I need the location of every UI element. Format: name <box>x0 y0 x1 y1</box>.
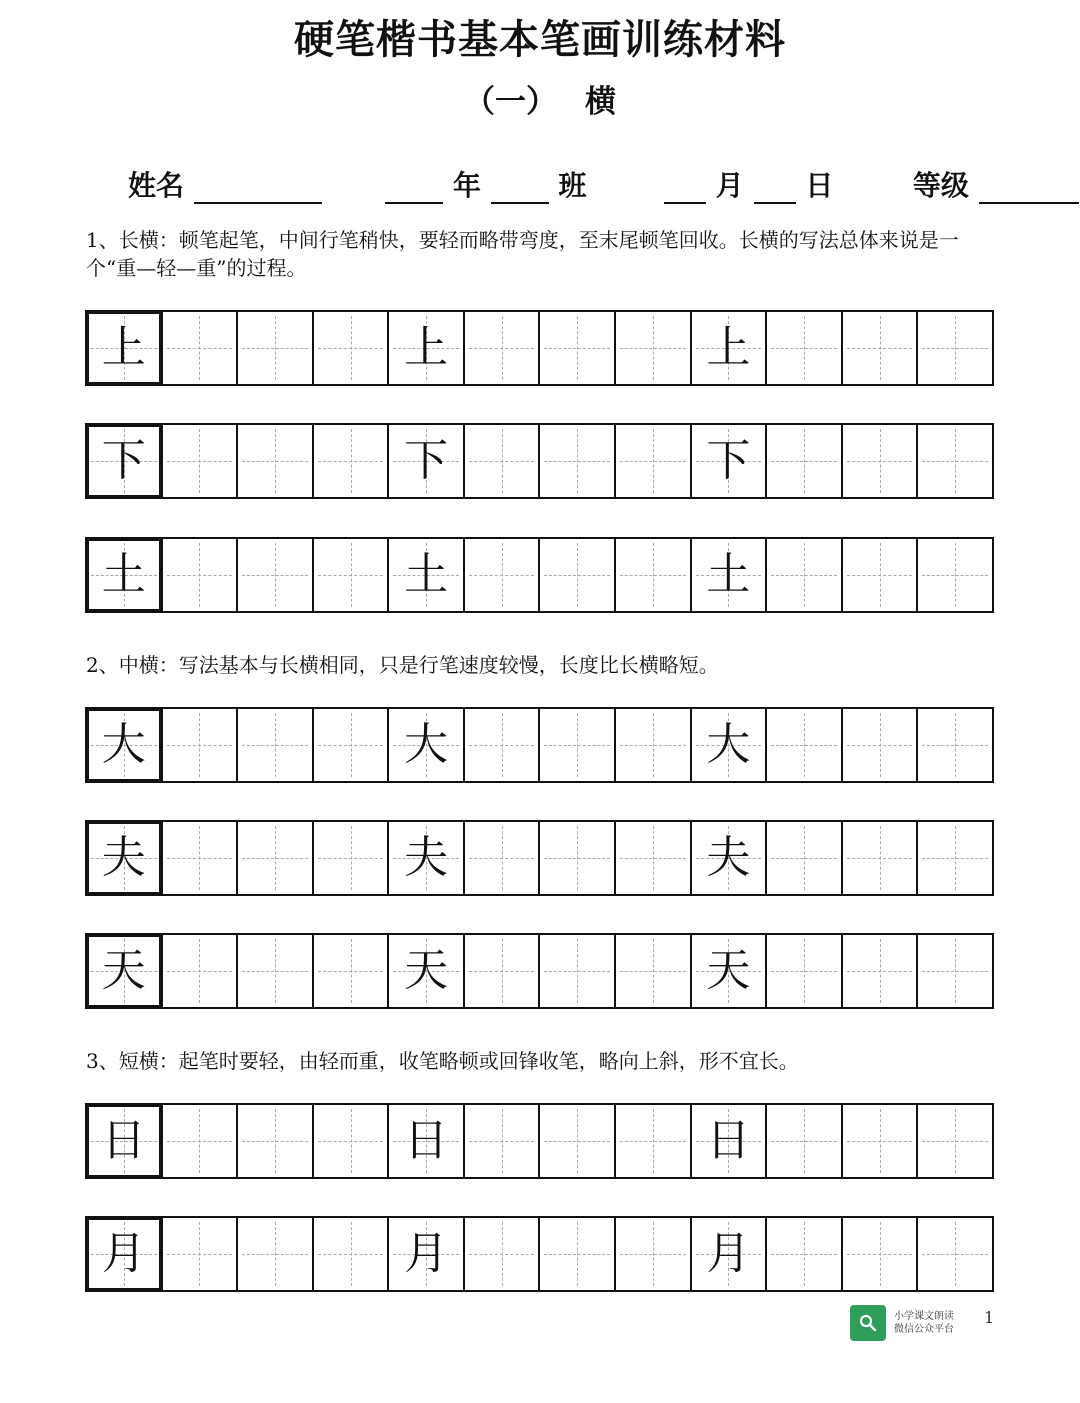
model-character: 土 <box>101 549 146 600</box>
practice-cell <box>387 1105 463 1177</box>
model-character: 日 <box>706 1115 751 1166</box>
model-character: 下 <box>706 435 751 486</box>
practice-cell[interactable] <box>312 1105 388 1177</box>
practice-cell[interactable] <box>236 1218 312 1290</box>
practice-cell[interactable] <box>916 822 992 894</box>
practice-cell[interactable] <box>236 935 312 1007</box>
model-character: 下 <box>101 435 146 486</box>
practice-cell[interactable] <box>161 312 237 384</box>
model-character: 大 <box>404 719 449 770</box>
model-cell <box>87 1218 161 1290</box>
page-title: 硬笔楷书基本笔画训练材料 <box>294 17 786 63</box>
model-character: 日 <box>101 1115 146 1166</box>
badge-text <box>894 1310 954 1336</box>
subtitle-topic: 横 <box>585 84 616 120</box>
practice-cell[interactable] <box>463 822 539 894</box>
practice-cell[interactable] <box>614 709 690 781</box>
practice-cell <box>690 1105 766 1177</box>
practice-cell[interactable] <box>916 312 992 384</box>
practice-cell[interactable] <box>841 935 917 1007</box>
practice-cell[interactable] <box>916 1105 992 1177</box>
practice-cell[interactable] <box>841 425 917 497</box>
model-cell <box>87 709 161 781</box>
practice-cell[interactable] <box>463 539 539 611</box>
year-label: 年 <box>453 169 482 202</box>
practice-cell[interactable] <box>765 539 841 611</box>
practice-cell[interactable] <box>463 1218 539 1290</box>
practice-cell[interactable] <box>614 1105 690 1177</box>
badge-line-2: 微信公众平台 <box>894 1324 954 1335</box>
practice-cell[interactable] <box>161 709 237 781</box>
section-2-description: 2、中横：写法基本与长横相同，只是行笔速度较慢，长度比长横略短。 <box>86 653 719 677</box>
subtitle-number: （一） <box>464 84 557 120</box>
search-icon <box>850 1305 886 1341</box>
model-cell <box>87 935 161 1007</box>
practice-cell[interactable] <box>841 709 917 781</box>
model-character: 天 <box>404 945 449 996</box>
practice-cell <box>387 822 463 894</box>
month-label: 月 <box>715 169 744 202</box>
practice-cell[interactable] <box>236 709 312 781</box>
practice-cell <box>387 425 463 497</box>
practice-cell <box>690 935 766 1007</box>
model-character: 大 <box>101 719 146 770</box>
model-character: 上 <box>101 322 146 373</box>
practice-cell[interactable] <box>841 822 917 894</box>
model-character: 土 <box>404 549 449 600</box>
practice-cell[interactable] <box>538 539 614 611</box>
practice-cell[interactable] <box>538 935 614 1007</box>
model-character: 日 <box>404 1115 449 1166</box>
model-cell <box>87 1105 161 1177</box>
practice-cell[interactable] <box>765 1105 841 1177</box>
practice-cell[interactable] <box>916 709 992 781</box>
practice-cell[interactable] <box>161 935 237 1007</box>
practice-cell[interactable] <box>312 822 388 894</box>
practice-cell[interactable] <box>312 935 388 1007</box>
practice-cell[interactable] <box>841 1105 917 1177</box>
page-number: 1 <box>984 1308 995 1327</box>
name-blank[interactable] <box>194 172 322 204</box>
student-info-line <box>128 164 1079 204</box>
practice-row <box>85 1216 994 1292</box>
model-character: 夫 <box>101 832 146 883</box>
practice-cell[interactable] <box>614 822 690 894</box>
class-label: 班 <box>558 169 587 202</box>
practice-cell[interactable] <box>161 1218 237 1290</box>
practice-row <box>85 820 994 896</box>
practice-cell <box>690 709 766 781</box>
practice-cell[interactable] <box>463 935 539 1007</box>
practice-row <box>85 933 994 1009</box>
practice-cell[interactable] <box>161 539 237 611</box>
model-cell <box>87 312 161 384</box>
practice-cell[interactable] <box>765 312 841 384</box>
practice-cell[interactable] <box>312 709 388 781</box>
day-blank[interactable] <box>754 172 796 204</box>
practice-cell[interactable] <box>538 822 614 894</box>
practice-cell[interactable] <box>614 312 690 384</box>
practice-cell[interactable] <box>538 1105 614 1177</box>
model-character: 大 <box>706 719 751 770</box>
practice-cell[interactable] <box>614 1218 690 1290</box>
section-3-description: 3、短横：起笔时要轻，由轻而重，收笔略顿或回锋收笔，略向上斜，形不宜长。 <box>86 1049 799 1073</box>
model-character: 上 <box>706 322 751 373</box>
practice-cell <box>690 1218 766 1290</box>
practice-cell[interactable] <box>312 425 388 497</box>
practice-cell[interactable] <box>463 709 539 781</box>
badge-line-1: 小学课文朗读 <box>894 1311 954 1322</box>
model-cell <box>87 539 161 611</box>
practice-cell[interactable] <box>538 312 614 384</box>
model-character: 月 <box>101 1228 146 1279</box>
grade-label: 等级 <box>912 169 969 202</box>
day-label: 日 <box>805 169 834 202</box>
practice-cell[interactable] <box>538 709 614 781</box>
practice-cell[interactable] <box>538 1218 614 1290</box>
model-character: 月 <box>404 1228 449 1279</box>
practice-cell[interactable] <box>161 822 237 894</box>
practice-cell[interactable] <box>916 935 992 1007</box>
model-character: 天 <box>101 945 146 996</box>
practice-cell <box>387 539 463 611</box>
practice-cell[interactable] <box>312 312 388 384</box>
section-1-description: 1、长横：顿笔起笔，中间行笔稍快，要轻而略带弯度，至末尾顿笔回收。长横的写法总体来说是一个“重—轻—重”的过程。 <box>86 228 959 280</box>
practice-cell[interactable] <box>765 935 841 1007</box>
model-cell <box>87 425 161 497</box>
class-blank[interactable] <box>491 172 549 204</box>
practice-cell[interactable] <box>916 539 992 611</box>
practice-cell[interactable] <box>765 425 841 497</box>
practice-cell[interactable] <box>916 1218 992 1290</box>
practice-cell <box>387 312 463 384</box>
practice-cell[interactable] <box>312 539 388 611</box>
practice-cell[interactable] <box>916 425 992 497</box>
practice-cell[interactable] <box>463 312 539 384</box>
practice-cell[interactable] <box>538 425 614 497</box>
practice-cell[interactable] <box>614 539 690 611</box>
practice-cell[interactable] <box>236 425 312 497</box>
practice-row <box>85 1103 994 1179</box>
practice-cell <box>387 935 463 1007</box>
model-character: 上 <box>404 322 449 373</box>
year-blank[interactable] <box>385 172 443 204</box>
practice-cell[interactable] <box>841 1218 917 1290</box>
month-blank[interactable] <box>664 172 706 204</box>
practice-cell[interactable] <box>463 425 539 497</box>
practice-cell <box>387 1218 463 1290</box>
model-character: 月 <box>706 1228 751 1279</box>
practice-row <box>85 423 994 499</box>
practice-cell[interactable] <box>765 822 841 894</box>
practice-cell[interactable] <box>161 1105 237 1177</box>
wechat-badge[interactable] <box>850 1305 974 1341</box>
page-subtitle <box>0 76 1080 121</box>
practice-cell[interactable] <box>614 935 690 1007</box>
model-cell <box>87 822 161 894</box>
name-label: 姓名 <box>128 169 185 202</box>
model-character: 土 <box>706 549 751 600</box>
practice-cell[interactable] <box>841 312 917 384</box>
practice-cell[interactable] <box>236 539 312 611</box>
practice-cell <box>387 709 463 781</box>
model-character: 下 <box>404 435 449 486</box>
grade-blank[interactable] <box>979 172 1079 204</box>
practice-row <box>85 310 994 386</box>
model-character: 天 <box>706 945 751 996</box>
practice-cell[interactable] <box>765 1218 841 1290</box>
practice-cell[interactable] <box>161 425 237 497</box>
practice-cell[interactable] <box>236 1105 312 1177</box>
practice-cell <box>690 312 766 384</box>
practice-cell <box>690 425 766 497</box>
practice-row <box>85 537 994 613</box>
practice-cell <box>690 539 766 611</box>
practice-cell <box>690 822 766 894</box>
model-character: 夫 <box>706 832 751 883</box>
practice-cell[interactable] <box>614 425 690 497</box>
practice-cell[interactable] <box>312 1218 388 1290</box>
practice-cell[interactable] <box>841 539 917 611</box>
practice-cell[interactable] <box>463 1105 539 1177</box>
practice-cell[interactable] <box>236 822 312 894</box>
practice-row <box>85 707 994 783</box>
practice-cell[interactable] <box>765 709 841 781</box>
model-character: 夫 <box>404 832 449 883</box>
practice-cell[interactable] <box>236 312 312 384</box>
